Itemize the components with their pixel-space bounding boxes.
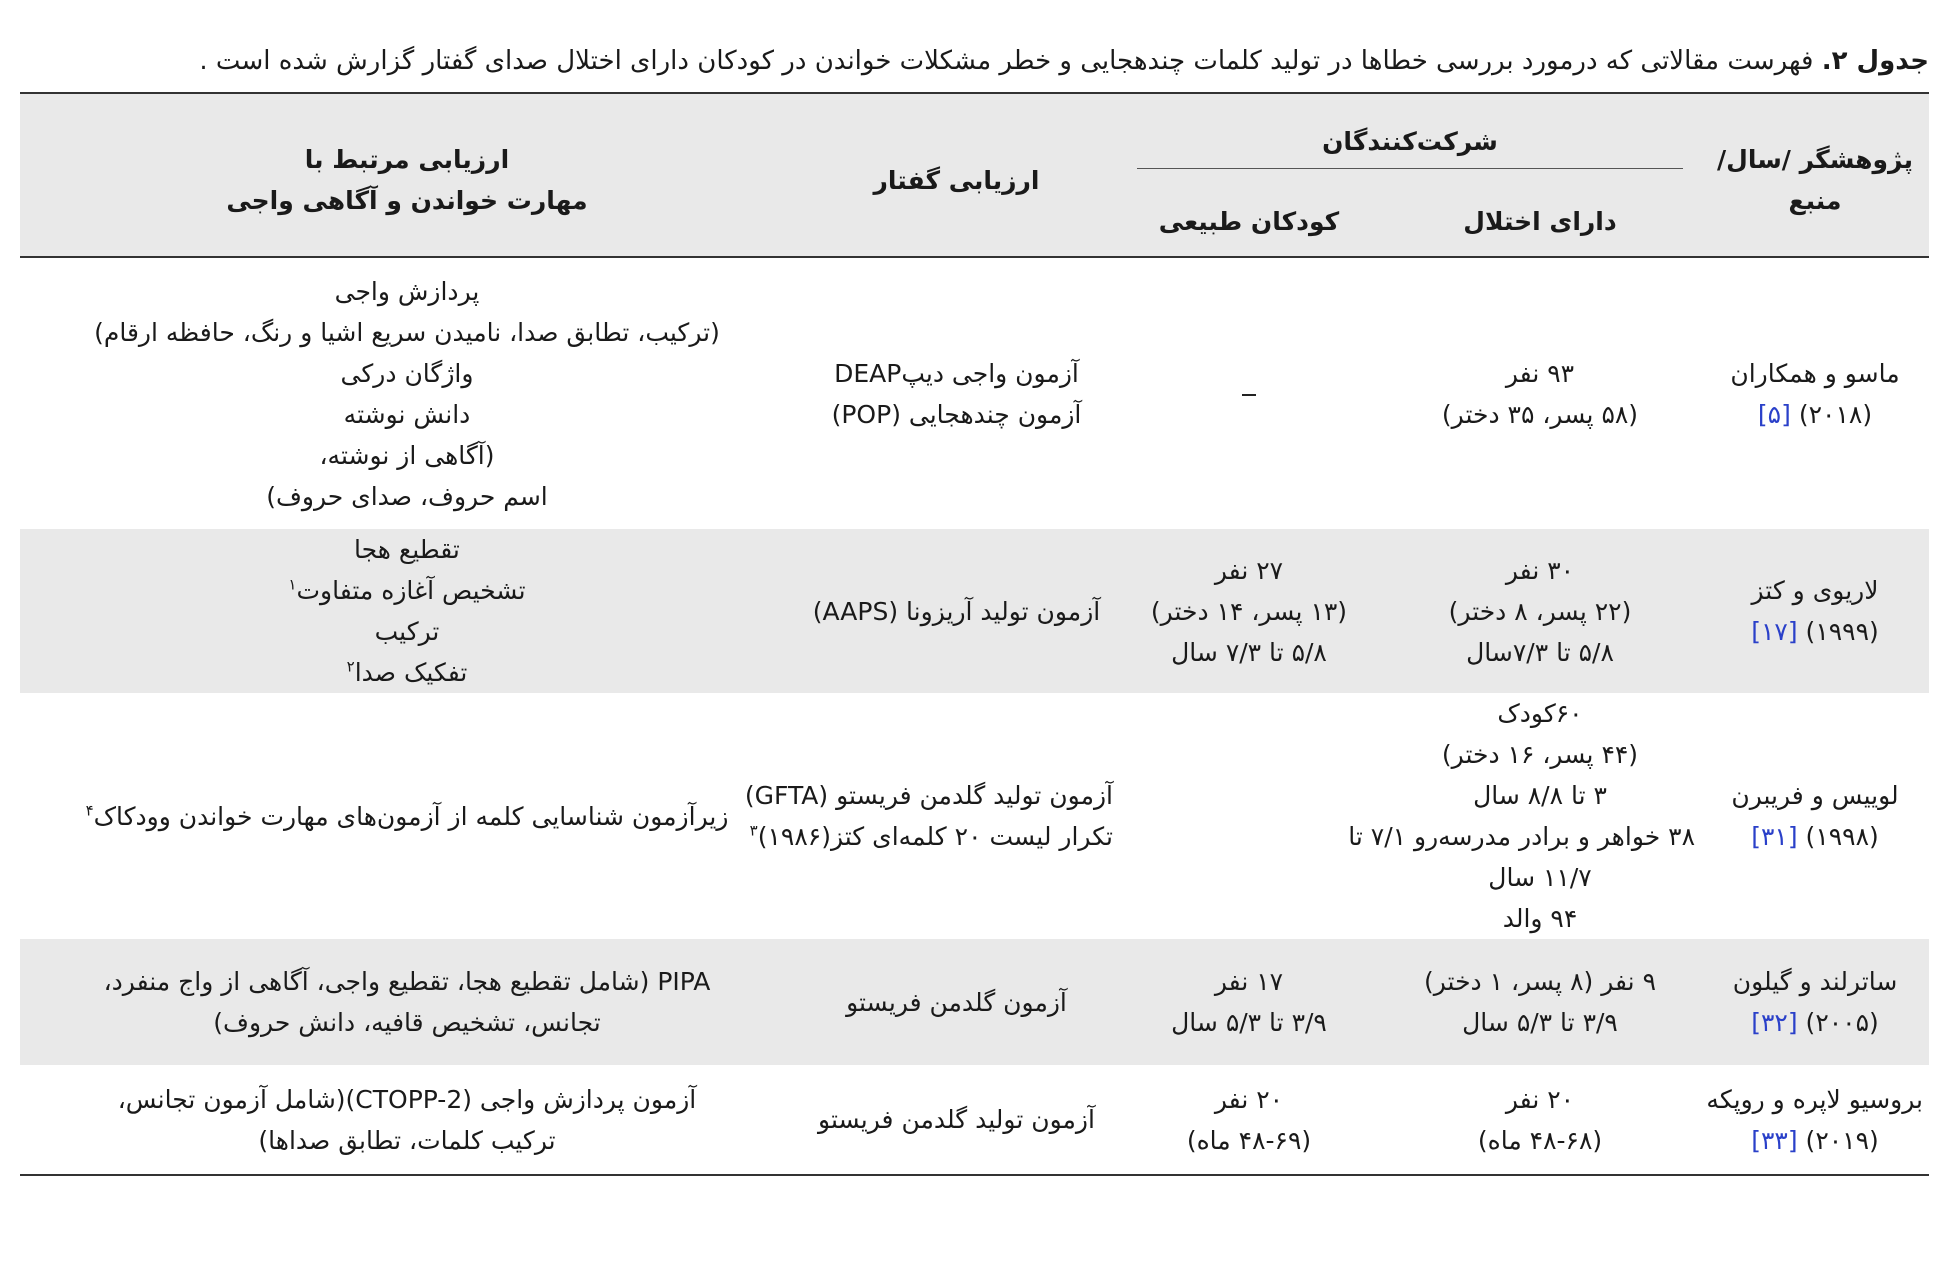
cell-disordered: [1348, 693, 1701, 939]
cell-text: ۲۰ نفر: [1214, 1084, 1284, 1114]
table-row: [20, 529, 1929, 693]
cell-line: [1385, 1120, 1695, 1161]
cell-line: [800, 591, 1113, 632]
cell-text: (۵۸ پسر، ۳۵ دختر): [1441, 399, 1639, 429]
cell-line: [26, 312, 788, 353]
cell-text: ۶۰کودک: [1497, 699, 1583, 728]
table-row: [20, 1065, 1929, 1175]
cell-text: ۱۱/۷ سال: [1488, 863, 1592, 892]
cell-text: تکرار لیست ۲۰ کلمه‌ای کتز(۱۹۸۶): [757, 822, 1113, 851]
header-disordered: دارای اختلال: [1379, 186, 1701, 257]
cell-line: [1385, 898, 1695, 939]
table-row: [20, 939, 1929, 1065]
cell-typical: [1119, 257, 1379, 529]
cell-text: دانش نوشته: [343, 399, 471, 429]
cell-text: ۳ تا ۸/۸ سال: [1473, 781, 1607, 810]
reference-link[interactable]: [۳۲]: [1751, 1008, 1798, 1037]
researcher-name: ساترلند و گیلون: [1732, 967, 1898, 996]
cell-speech: [744, 693, 1119, 939]
cell-line: [26, 529, 788, 570]
cell-line: [1385, 961, 1695, 1002]
cell-speech: [794, 257, 1119, 529]
cell-speech: [794, 1065, 1119, 1175]
cell-line: [1385, 1079, 1695, 1120]
cell-reading: [20, 257, 794, 529]
cell-text: ۳۸ خواهر و برادر مدرسه‌رو ۷/۱ تا: [1348, 822, 1695, 851]
table-body: [20, 257, 1929, 1175]
reference-link[interactable]: [۱۷]: [1751, 617, 1798, 646]
cell-typical: [1119, 939, 1379, 1065]
cell-line: [26, 1120, 788, 1161]
cell-text: (۱۳ پسر، ۱۴ دختر): [1150, 596, 1348, 626]
footnote-mark: ۱: [288, 575, 297, 594]
caption-text: فهرست مقالاتی که درمورد بررسی خطاها در تولید کلمات چندهجایی و خطر مشکلات خواندن در کودکان دارای اختلال صدای گفتار گزارش شده است .: [199, 46, 1822, 76]
cell-line: [26, 796, 788, 837]
cell-text: ۱۷ نفر: [1214, 967, 1284, 996]
cell-speech: [794, 939, 1119, 1065]
cell-text: PIPA (شامل تقطیع هجا، تقطیع واجی، آگاهی از واج منفرد،: [103, 967, 711, 996]
caption-label: جدول ۲.: [1821, 46, 1929, 76]
cell-text: ۲۷ نفر: [1214, 555, 1284, 585]
cell-line: [26, 353, 788, 394]
cell-researcher: [1701, 693, 1929, 939]
table-caption: [20, 44, 1929, 78]
cell-line: [1125, 550, 1373, 591]
cell-line: [26, 394, 788, 435]
cell-text: (ترکیب، تطابق صدا، نامیدن سریع اشیا و رنگ، حافظه ارقام): [94, 317, 720, 347]
cell-line: [1385, 857, 1695, 898]
header-speech-assessment: ارزیابی گفتار: [794, 93, 1119, 257]
header-participants: شرکت‌کنندگان: [1119, 93, 1701, 186]
table-row: [20, 693, 1929, 939]
cell-text: ۳/۹ تا ۵/۳ سال: [1462, 1008, 1618, 1037]
cell-text: آزمون واجی دیپDEAP: [834, 358, 1079, 388]
cell-text: آزمون تولید گلدمن فریستو (GFTA): [744, 781, 1113, 810]
cell-text: (۴۸-۶۹ ماه): [1186, 1125, 1312, 1155]
cell-researcher: [1701, 939, 1929, 1065]
cell-line: [26, 570, 788, 611]
cell-text: (آگاهی از نوشته،: [319, 440, 495, 470]
reference-link[interactable]: [۵]: [1757, 399, 1791, 429]
articles-table: [20, 92, 1929, 1176]
cell-text: ترکیب کلمات، تطابق صداها): [258, 1125, 556, 1155]
researcher-year-ref: [1707, 1002, 1923, 1043]
reference-link[interactable]: [۳۱]: [1751, 822, 1798, 851]
cell-text: ۳/۹ تا ۵/۳ سال: [1171, 1008, 1327, 1037]
researcher-year-ref: [1707, 1120, 1923, 1161]
cell-line: [26, 961, 788, 1002]
cell-typical: [1119, 1065, 1379, 1175]
cell-line: [1385, 734, 1695, 775]
year: (۲۰۱۹): [1805, 1125, 1879, 1155]
reference-link[interactable]: [۳۳]: [1751, 1125, 1798, 1155]
cell-researcher: [1701, 529, 1929, 693]
header-researcher: پژوهشگر /سال/ منبع: [1701, 93, 1929, 257]
cell-line: [800, 394, 1113, 435]
cell-typical: [1119, 693, 1379, 939]
cell-text: آزمون چندهجایی (POP): [831, 399, 1082, 429]
cell-text: ۵/۸ تا ۷/۳سال: [1466, 637, 1614, 667]
cell-text: تجانس، تشخیص قافیه، دانش حروف): [213, 1008, 601, 1037]
cell-line: [26, 652, 788, 693]
year: (۲۰۰۵): [1805, 1008, 1879, 1037]
cell-text: اسم حروف، صدای حروف): [266, 481, 548, 511]
cell-line: [1125, 1120, 1373, 1161]
cell-line: [800, 982, 1113, 1023]
year: (۱۹۹۹): [1805, 617, 1879, 646]
cell-text: (۴۸-۶۸ ماه): [1477, 1125, 1603, 1155]
cell-text: تفکیک صدا: [354, 658, 468, 687]
cell-line: [26, 271, 788, 312]
cell-researcher: [1701, 1065, 1929, 1175]
cell-line: [1385, 1002, 1695, 1043]
researcher-name: بروسیو لاپره و روپکه: [1706, 1084, 1923, 1114]
cell-reading: [20, 1065, 794, 1175]
cell-text: ۳۰ نفر: [1505, 555, 1575, 585]
cell-disordered: [1379, 257, 1701, 529]
table-row: [20, 257, 1929, 529]
cell-reading: [20, 939, 794, 1065]
cell-text: ۲۰ نفر: [1505, 1084, 1575, 1114]
cell-text: زیرآزمون شناسایی کلمه از آزمون‌های مهارت خواندن وودکاک: [93, 801, 729, 831]
researcher-year-ref: [1707, 611, 1923, 652]
cell-text: تشخیص آغازه متفاوت: [296, 576, 526, 605]
cell-line: [800, 1099, 1113, 1140]
cell-line: [26, 435, 788, 476]
cell-text: آزمون تولید گلدمن فریستو: [818, 1105, 1095, 1134]
researcher-name: لوییس و فریبرن: [1731, 781, 1899, 810]
year: (۲۰۱۸): [1798, 399, 1873, 429]
cell-line: [800, 353, 1113, 394]
researcher-year-ref: [1707, 816, 1923, 857]
cell-line: [1125, 632, 1373, 673]
cell-line: [26, 611, 788, 652]
empty-dash: [1242, 394, 1256, 396]
footnote-mark: ۳: [749, 821, 758, 840]
cell-typical: [1119, 529, 1379, 693]
table-header: [20, 93, 1929, 257]
year: (۱۹۹۸): [1805, 822, 1879, 851]
header-typical: کودکان طبیعی: [1119, 186, 1379, 257]
cell-line: [1385, 693, 1695, 734]
cell-reading: [20, 529, 794, 693]
cell-speech: [794, 529, 1119, 693]
cell-line: [1125, 591, 1373, 632]
cell-line: [26, 1079, 788, 1120]
cell-text: ترکیب: [374, 617, 440, 646]
cell-text: (۲۲ پسر، ۸ دختر): [1448, 596, 1632, 626]
cell-line: [26, 1002, 788, 1043]
cell-text: آزمون پردازش واجی (CTOPP-2)(شامل آزمون تجانس،: [117, 1084, 697, 1114]
cell-line: [1385, 353, 1695, 394]
cell-disordered: [1379, 1065, 1701, 1175]
researcher-name: لاریوی و کتز: [1751, 576, 1879, 605]
cell-text: ۹ نفر (۸ پسر، ۱ دختر): [1423, 967, 1656, 996]
cell-line: [1385, 632, 1695, 673]
cell-disordered: [1379, 939, 1701, 1065]
researcher-year-ref: [1707, 394, 1923, 435]
cell-text: واژگان درکی: [340, 358, 474, 388]
cell-line: [1125, 1079, 1373, 1120]
cell-line: [1385, 591, 1695, 632]
cell-text: آزمون تولید آریزونا (AAPS): [812, 596, 1101, 626]
cell-line: [749, 816, 1113, 857]
cell-text: ۵/۸ تا ۷/۳ سال: [1171, 637, 1327, 667]
cell-line: [26, 476, 788, 517]
cell-line: [1385, 775, 1695, 816]
cell-line: [744, 775, 1113, 816]
cell-line: [1348, 816, 1695, 857]
cell-text: (۴۴ پسر، ۱۶ دختر): [1441, 740, 1639, 769]
cell-researcher: [1701, 257, 1929, 529]
header-reading-assessment: ارزیابی مرتبط با مهارت خواندن و آگاهی واجی: [20, 93, 794, 257]
cell-line: [1385, 394, 1695, 435]
cell-reading: [20, 693, 794, 939]
cell-text: پردازش واجی: [334, 276, 480, 306]
cell-disordered: [1379, 529, 1701, 693]
cell-text: ۹۳ نفر: [1505, 358, 1575, 388]
footnote-mark: ۲: [346, 657, 355, 676]
footnote-mark: ۴: [85, 801, 94, 820]
cell-text: آزمون گلدمن فریستو: [846, 987, 1067, 1017]
cell-text: ۹۴ والد: [1502, 904, 1578, 933]
researcher-name: ماسو و همکاران: [1730, 358, 1900, 388]
cell-text: تقطیع هجا: [354, 535, 460, 564]
cell-line: [1125, 1002, 1373, 1043]
cell-line: [1125, 961, 1373, 1002]
cell-line: [1385, 550, 1695, 591]
